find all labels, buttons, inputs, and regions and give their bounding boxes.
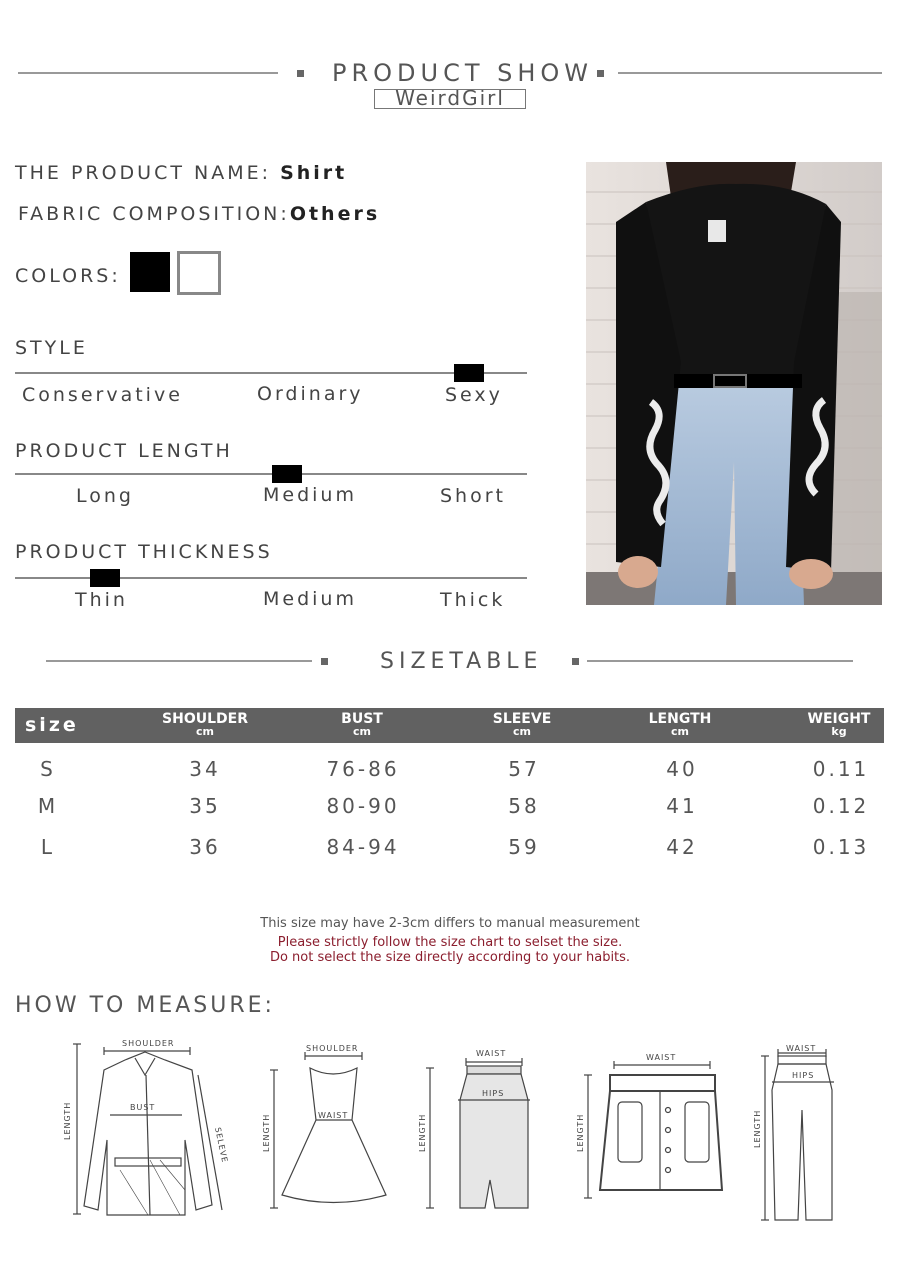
sizetable-square-right: [572, 658, 579, 665]
column-shoulder: [155, 712, 255, 738]
dress-length-label: LENGTH: [262, 1113, 271, 1152]
row-m-length: 41: [666, 794, 698, 818]
thickness-option-medium: Medium: [263, 588, 357, 610]
style-option-ordinary: Ordinary: [257, 383, 364, 405]
dress-shoulder-label: SHOULDER: [306, 1044, 359, 1053]
dress-diagram: [262, 1044, 386, 1208]
row-l-weight: 0.13: [812, 835, 870, 859]
column-shoulder-name: SHOULDER: [162, 711, 248, 727]
column-bust: [312, 712, 412, 738]
row-s-size: S: [40, 757, 56, 781]
row-l-sleeve: 59: [508, 835, 540, 859]
column-weight-name: WEIGHT: [807, 711, 871, 727]
column-shoulder-unit: cm: [196, 725, 214, 738]
thickness-option-thin: Thin: [75, 589, 128, 611]
fabric-value: Others: [289, 203, 381, 225]
shirt-length-label: LENGTH: [63, 1101, 72, 1140]
column-bust-name: BUST: [341, 711, 383, 727]
skirt-hips-label: HIPS: [482, 1089, 505, 1098]
fabric-label: FABRIC COMPOSITION:: [18, 203, 290, 225]
column-length-unit: cm: [671, 725, 689, 738]
header-square-left: [297, 70, 304, 77]
pants-hips-label: HIPS: [792, 1071, 815, 1080]
length-option-short: Short: [440, 485, 506, 507]
column-sleeve: [472, 712, 572, 738]
row-l-size: L: [40, 835, 56, 859]
header-line-right: [618, 72, 882, 74]
sizetable-square-left: [321, 658, 328, 665]
product-name-label: THE PRODUCT NAME:: [15, 162, 272, 184]
row-l-length: 42: [666, 835, 698, 859]
style-scale-line: [15, 372, 527, 374]
row-m-shoulder: 35: [189, 794, 221, 818]
row-m-sleeve: 58: [508, 794, 540, 818]
product-name-value: Shirt: [280, 162, 348, 184]
row-m-size: M: [37, 794, 59, 818]
size-table-header: [15, 708, 884, 743]
shorts-length-label: LENGTH: [576, 1113, 585, 1152]
pants-length-label: LENGTH: [753, 1109, 762, 1148]
row-m-weight: 0.12: [812, 794, 870, 818]
length-marker: [272, 465, 302, 483]
thickness-title: PRODUCT THICKNESS: [15, 541, 273, 563]
colors-label: COLORS:: [15, 265, 121, 287]
fabric-row: [18, 203, 380, 225]
header-square-right: [597, 70, 604, 77]
row-s-sleeve: 57: [508, 757, 540, 781]
note-measurement: This size may have 2-3cm differs to manual measurement: [260, 916, 640, 931]
skirt-waist-label: WAIST: [476, 1049, 507, 1058]
column-weight-unit: kg: [831, 725, 847, 738]
row-l-bust: 84-94: [326, 835, 400, 859]
pants-waist-label: WAIST: [786, 1044, 817, 1053]
thickness-option-thick: Thick: [440, 589, 506, 611]
style-option-sexy: Sexy: [445, 384, 503, 406]
shirt-shoulder-label: SHOULDER: [122, 1039, 175, 1048]
brand-name: WeirdGirl: [374, 89, 526, 109]
row-l-shoulder: 36: [189, 835, 221, 859]
product-name-row: [15, 162, 347, 184]
row-s-bust: 76-86: [326, 757, 400, 781]
pants-diagram: [753, 1044, 834, 1220]
note-habits: Do not select the size directly according to your habits.: [269, 950, 631, 965]
model-photo-illustration: [586, 162, 882, 605]
note-follow-chart: Please strictly follow the size chart to selset the size.: [277, 935, 623, 950]
measure-diagrams: [0, 1030, 900, 1230]
skirt-length-label: LENGTH: [418, 1113, 427, 1152]
header-line-left: [18, 72, 278, 74]
length-title: PRODUCT LENGTH: [15, 440, 233, 462]
row-m-bust: 80-90: [326, 794, 400, 818]
shorts-waist-label: WAIST: [646, 1053, 677, 1062]
column-weight: [789, 712, 889, 738]
length-scale-line: [15, 473, 527, 475]
size-column-header: size: [25, 714, 79, 736]
sizetable-title: SIZETABLE: [380, 649, 543, 674]
dress-waist-label: WAIST: [318, 1111, 349, 1120]
style-marker: [454, 364, 484, 382]
length-option-long: Long: [76, 485, 134, 507]
style-option-conservative: Conservative: [22, 384, 183, 406]
sizetable-line-right: [587, 660, 853, 662]
thickness-marker: [90, 569, 120, 587]
shirt-diagram: [63, 1039, 229, 1215]
color-swatch-black[interactable]: [130, 252, 170, 292]
shorts-diagram: [576, 1053, 722, 1198]
length-option-medium: Medium: [263, 484, 357, 506]
column-bust-unit: cm: [353, 725, 371, 738]
how-to-measure-title: HOW TO MEASURE:: [15, 993, 275, 1018]
color-swatch-white[interactable]: [177, 251, 221, 295]
shirt-sleeve-label: SELEVE: [213, 1126, 230, 1164]
column-length: [630, 712, 730, 738]
product-photo: [586, 162, 882, 605]
column-length-name: LENGTH: [648, 711, 712, 727]
column-sleeve-name: SLEEVE: [492, 711, 552, 727]
style-title: STYLE: [15, 337, 88, 359]
shirt-bust-label: BUST: [130, 1103, 156, 1112]
row-s-shoulder: 34: [189, 757, 221, 781]
skirt-diagram: [418, 1049, 530, 1208]
page-title: PRODUCT SHOW: [332, 59, 594, 87]
column-sleeve-unit: cm: [513, 725, 531, 738]
row-s-weight: 0.11: [812, 757, 870, 781]
row-s-length: 40: [666, 757, 698, 781]
sizetable-line-left: [46, 660, 312, 662]
